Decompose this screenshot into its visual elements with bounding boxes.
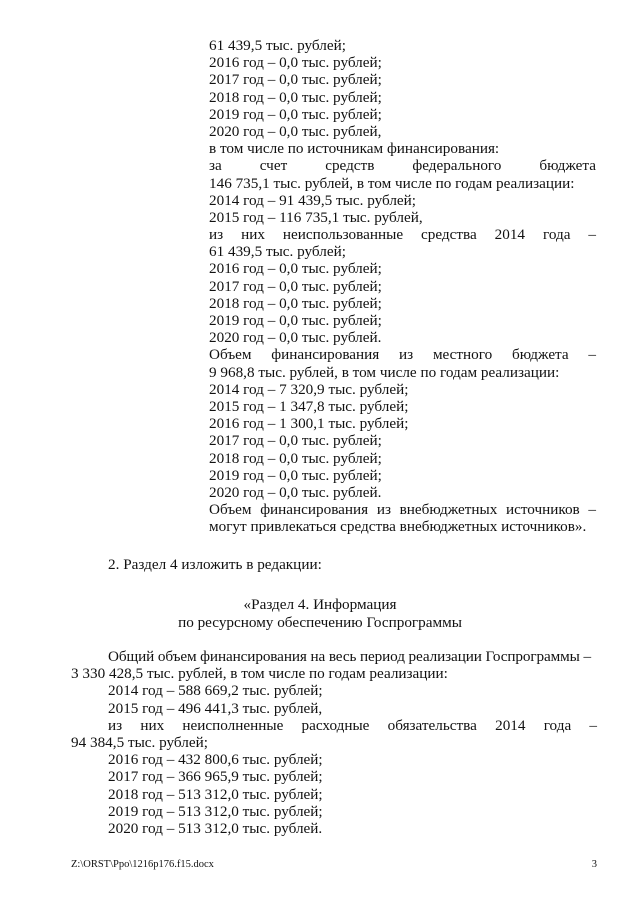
text-line: из них неисполненные расходные обязательства 2014 года – bbox=[108, 716, 597, 734]
text-line: 2016 год – 0,0 тыс. рублей; bbox=[209, 54, 382, 72]
text-line: 2017 год – 0,0 тыс. рублей; bbox=[209, 71, 382, 89]
text-line: 2014 год – 7 320,9 тыс. рублей; bbox=[209, 380, 409, 398]
text-line: 2016 год – 1 300,1 тыс. рублей; bbox=[209, 415, 409, 433]
text-line: 61 439,5 тыс. рублей; bbox=[209, 37, 346, 54]
text-line: 2017 год – 0,0 тыс. рублей; bbox=[209, 432, 382, 450]
section-heading-line2: по ресурсному обеспечению Госпрограммы bbox=[178, 613, 462, 631]
text-line: Общий объем финансирования на весь период реализации Госпрограммы – bbox=[108, 648, 591, 665]
text-line: 2018 год – 0,0 тыс. рублей; bbox=[209, 88, 382, 106]
text-line: 2014 год – 91 439,5 тыс. рублей; bbox=[209, 191, 417, 209]
text-line: 2016 год – 432 800,6 тыс. рублей; bbox=[108, 751, 323, 769]
text-line: 94 384,5 тыс. рублей; bbox=[71, 733, 208, 751]
text-line: могут привлекаться средства внебюджетных источников». bbox=[209, 518, 587, 536]
page-number: 3 bbox=[591, 859, 597, 870]
text-line: 2020 год – 0,0 тыс. рублей, bbox=[209, 122, 382, 140]
text-line: 2016 год – 0,0 тыс. рублей; bbox=[209, 260, 382, 278]
text-line: за счет средств федерального бюджета bbox=[209, 157, 596, 175]
text-line: 2020 год – 0,0 тыс. рублей. bbox=[209, 483, 382, 501]
text-line: 2015 год – 1 347,8 тыс. рублей; bbox=[209, 397, 409, 415]
text-line: 2014 год – 588 669,2 тыс. рублей; bbox=[108, 682, 323, 700]
text-line: 2020 год – 0,0 тыс. рублей. bbox=[209, 329, 382, 347]
section-heading-line1: «Раздел 4. Информация bbox=[243, 596, 397, 613]
text-line: 2017 год – 0,0 тыс. рублей; bbox=[209, 277, 382, 295]
text-line: из них неиспользованные средства 2014 года – bbox=[209, 226, 596, 244]
financing-block-bottom bbox=[71, 648, 597, 837]
text-line: 2020 год – 513 312,0 тыс. рублей. bbox=[108, 819, 323, 837]
text-line: Объем финансирования из местного бюджета – bbox=[209, 346, 596, 364]
text-line: 2017 год – 366 965,9 тыс. рублей; bbox=[108, 768, 323, 786]
text-line: 3 330 428,5 тыс. рублей, в том числе по годам реализации: bbox=[71, 665, 448, 683]
section-heading bbox=[0, 596, 640, 631]
text-line: 2018 год – 0,0 тыс. рублей; bbox=[209, 449, 382, 467]
text-line: Объем финансирования из внебюджетных источников – bbox=[209, 501, 596, 519]
text-line: 2018 год – 0,0 тыс. рублей; bbox=[209, 294, 382, 312]
text-line: 2019 год – 0,0 тыс. рублей; bbox=[209, 312, 382, 329]
amendment-paragraph: 2. Раздел 4 изложить в редакции: bbox=[108, 556, 322, 573]
text-line: в том числе по источникам финансирования: bbox=[209, 140, 500, 158]
text-line: 9 968,8 тыс. рублей, в том числе по годам реализации: bbox=[209, 363, 560, 381]
text-line: 2019 год – 0,0 тыс. рублей; bbox=[209, 105, 382, 123]
text-line: 2019 год – 0,0 тыс. рублей; bbox=[209, 466, 382, 484]
file-path: Z:\ORST\Ppo\1216p176.f15.docx bbox=[71, 859, 214, 870]
financing-block-top bbox=[209, 37, 596, 535]
text-line: 2019 год – 513 312,0 тыс. рублей; bbox=[108, 802, 323, 820]
text-line: 61 439,5 тыс. рублей; bbox=[209, 243, 346, 261]
page-footer bbox=[71, 858, 597, 872]
text-line: 146 735,1 тыс. рублей, в том числе по годам реализации: bbox=[209, 174, 575, 192]
text-line: 2015 год – 116 735,1 тыс. рублей, bbox=[209, 208, 423, 226]
text-line: 2018 год – 513 312,0 тыс. рублей; bbox=[108, 785, 323, 803]
text-line: 2015 год – 496 441,3 тыс. рублей, bbox=[108, 699, 323, 717]
